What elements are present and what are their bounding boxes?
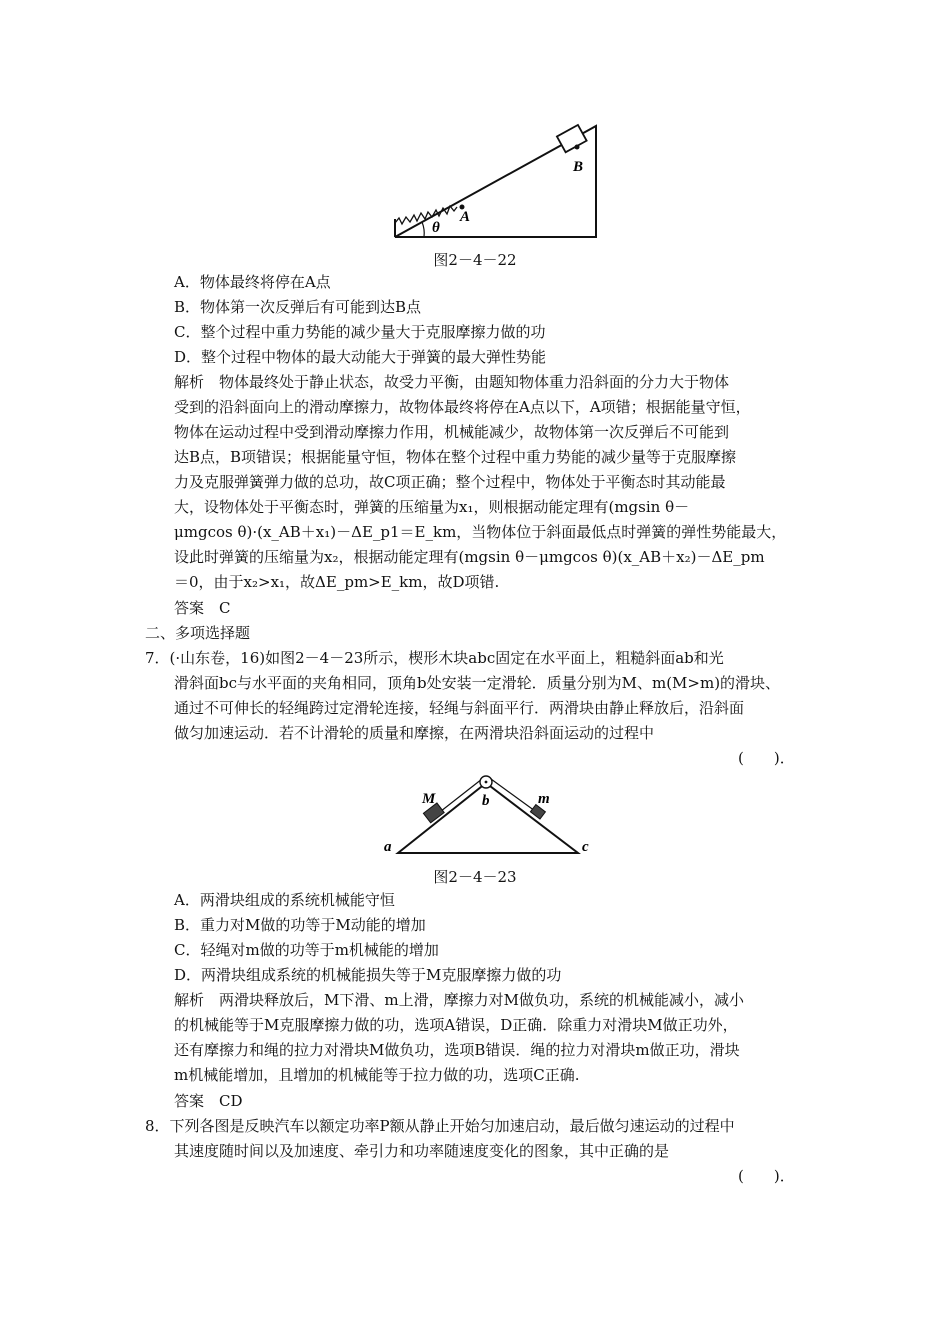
q7-answer-blank: ( )． — [738, 749, 795, 767]
q7-option-c: C．轻绳对m做的功等于m机械能的增加 — [174, 941, 439, 959]
label-a: a — [384, 839, 392, 855]
q6-analysis-line: μmgcos θ)·(x_AB＋x₁)－ΔE_p1＝E_km，当物体位于斜面最低点时弹簧的弹性势能最大， — [174, 523, 787, 541]
label-b: B — [573, 159, 584, 175]
q6-analysis-line: 设此时弹簧的压缩量为x₂，根据动能定理有(mgsin θ－μmgcos θ)(x_AB＋x₂)－ΔE_pm — [174, 548, 765, 566]
q7-option-a: A．两滑块组成的系统机械能守恒 — [174, 891, 395, 909]
section-title: 二、多项选择题 — [145, 624, 251, 642]
label-m: m — [538, 791, 550, 807]
q7-analysis-line: m机械能增加，且增加的机械能等于拉力做的功，选项C正确. — [174, 1066, 580, 1084]
label-c: c — [582, 839, 589, 855]
block-b — [557, 125, 587, 152]
figure-22-caption: 图2－4－22 — [433, 251, 517, 269]
q6-analysis-line: 达B点，B项错误；根据能量守恒，物体在整个过程中重力势能的减少量等于克服摩擦 — [174, 448, 737, 466]
q7-stem-line: 做匀加速运动．若不计滑轮的质量和摩擦，在两滑块沿斜面运动的过程中 — [174, 724, 655, 742]
q7-analysis-line: 解析 两滑块释放后，M下滑、m上滑，摩擦力对M做负功，系统的机械能减小，减小 — [174, 991, 744, 1009]
q8-stem-line: 其速度随时间以及加速度、牵引力和功率随速度变化的图象，其中正确的是 — [174, 1142, 670, 1160]
q8-stem-line: 8．下列各图是反映汽车以额定功率P额从静止开始匀加速启动，最后做匀速运动的过程中 — [145, 1117, 735, 1135]
q8-answer-blank: ( )． — [738, 1167, 795, 1185]
q6-answer: 答案 C — [174, 599, 231, 617]
q7-stem-line: 通过不可伸长的轻绳跨过定滑轮连接，轻绳与斜面平行．两滑块由静止释放后，沿斜面 — [174, 699, 745, 717]
pulley-axle — [485, 781, 488, 784]
q6-option-d: D．整个过程中物体的最大动能大于弹簧的最大弹性势能 — [174, 348, 547, 366]
q6-option-b: B．物体第一次反弹后有可能到达B点 — [174, 298, 422, 316]
q7-option-d: D．两滑块组成系统的机械能损失等于M克服摩擦力做的功 — [174, 966, 562, 984]
rope-right — [491, 779, 535, 811]
label-theta: θ — [432, 220, 440, 236]
rope-left — [436, 779, 482, 815]
q6-analysis-line: 力及克服弹簧弹力做的总功，故C项正确；整个过程中，物体处于平衡态时其动能最 — [174, 473, 726, 491]
q7-analysis-line: 还有摩擦力和绳的拉力对滑块M做负功，选项B错误．绳的拉力对滑块m做正功，滑块 — [174, 1041, 740, 1059]
angle-arc — [422, 222, 424, 237]
q7-answer: 答案 CD — [174, 1092, 243, 1110]
figure-2-4-22 — [380, 118, 610, 243]
point-b — [575, 145, 580, 150]
q6-analysis-line: 受到的沿斜面向上的滑动摩擦力，故物体最终将停在A点以下，A项错；根据能量守恒， — [174, 398, 751, 416]
label-M: M — [422, 791, 436, 807]
q6-analysis-line: 解析 物体最终处于静止状态，故受力平衡，由题知物体重力沿斜面的分力大于物体 — [174, 373, 730, 391]
q7-stem-line: 7．(·山东卷，16)如图2－4－23所示，楔形木块abc固定在水平面上，粗糙斜面ab和光 — [145, 649, 724, 667]
q7-stem-line: 滑斜面bc与水平面的夹角相同，顶角b处安装一定滑轮．质量分别为M、m(M>m)的滑块、 — [174, 674, 781, 692]
figure-23-caption: 图2－4－23 — [433, 868, 517, 886]
q7-option-b: B．重力对M做的功等于M动能的增加 — [174, 916, 426, 934]
label-b: b — [482, 793, 490, 809]
q6-analysis-line: 大，设物体处于平衡态时，弹簧的压缩量为x₁，则根据动能定理有(mgsin θ－ — [174, 498, 690, 516]
figure-2-4-23 — [378, 773, 608, 859]
label-a: A — [460, 209, 471, 225]
q6-analysis-line: ＝0，由于x₂>x₁，故ΔE_pm>E_km，故D项错. — [174, 573, 500, 591]
q6-option-a: A．物体最终将停在A点 — [174, 273, 331, 291]
q6-option-c: C．整个过程中重力势能的减少量大于克服摩擦力做的功 — [174, 323, 546, 341]
q6-analysis-line: 物体在运动过程中受到滑动摩擦力作用，机械能减少，故物体第一次反弹后不可能到 — [174, 423, 730, 441]
q7-analysis-line: 的机械能等于M克服摩擦力做的功，选项A错误，D正确．除重力对滑块M做正功外， — [174, 1016, 738, 1034]
